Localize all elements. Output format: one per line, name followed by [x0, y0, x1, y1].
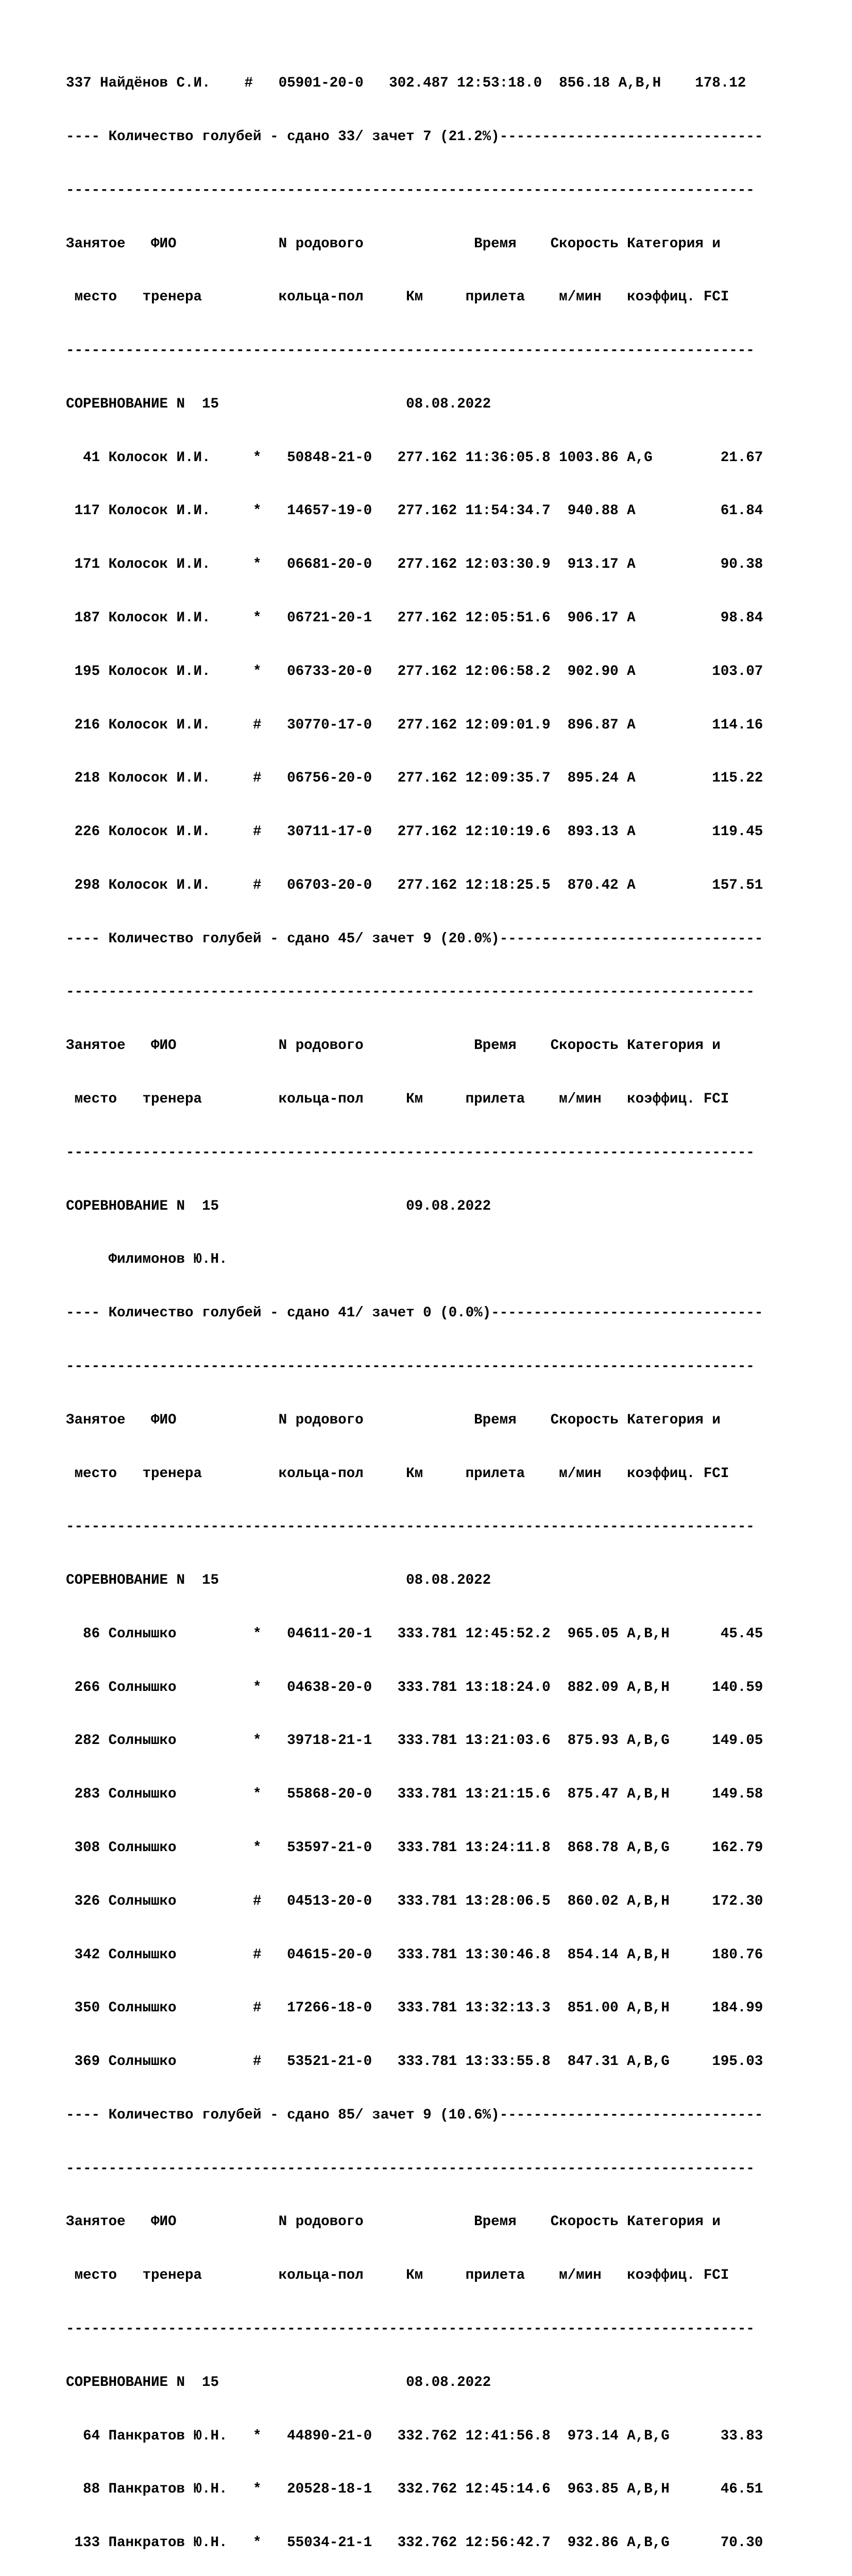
separator-line: ---------------------------------------------------------------------------------: [66, 2160, 755, 2177]
result-row: 64 Панкратов Ю.Н. * 44890-21-0 332.762 12:41:56.8 973.14 A,B,G 33.83: [66, 2428, 763, 2444]
result-row: Филимонов Ю.Н.: [66, 1251, 228, 1268]
column-header-line-1: Занятое ФИО N родового Время Скорость Категория и: [66, 1038, 721, 1054]
column-header-line-2: место тренера кольца-пол Км прилета м/мин коэффиц. FCI: [66, 1465, 729, 1482]
column-header-line-2: место тренера кольца-пол Км прилета м/мин коэффиц. FCI: [66, 1091, 729, 1108]
result-row: 226 Колосок И.И. # 30711-17-0 277.162 12:10:19.6 893.13 A 119.45: [66, 824, 763, 840]
section-title: СОРЕВНОВАНИЕ N 15 09.08.2022: [66, 1198, 491, 1214]
column-header-line-2: место тренера кольца-пол Км прилета м/мин коэффиц. FCI: [66, 2267, 729, 2284]
result-row: 326 Солнышко # 04513-20-0 333.781 13:28:06.5 860.02 A,B,H 172.30: [66, 1893, 763, 1909]
section-title: СОРЕВНОВАНИЕ N 15 08.08.2022: [66, 2374, 491, 2391]
result-row: 117 Колосок И.И. * 14657-19-0 277.162 11:54:34.7 940.88 A 61.84: [66, 503, 763, 519]
top-entry-row: 337 Найдёнов С.И. # 05901-20-0 302.487 12:53:18.0 856.18 A,B,H 178.12: [66, 75, 746, 92]
section-1-footer: ---- Количество голубей - сдано 33/ зачет 7 (21.2%)-------------------------------: [66, 128, 763, 145]
result-row: 86 Солнышко * 04611-20-1 333.781 12:45:52.2 965.05 A,B,H 45.45: [66, 1625, 763, 1642]
result-row: 350 Солнышко # 17266-18-0 333.781 13:32:13.3 851.00 A,B,H 184.99: [66, 2000, 763, 2016]
result-row: 308 Солнышко * 53597-21-0 333.781 13:24:11.8 868.78 A,B,G 162.79: [66, 1839, 763, 1856]
column-header-line-2: место тренера кольца-пол Км прилета м/мин коэффиц. FCI: [66, 289, 729, 306]
result-row: 187 Колосок И.И. * 06721-20-1 277.162 12:05:51.6 906.17 A 98.84: [66, 610, 763, 626]
separator-line: ---------------------------------------------------------------------------------: [66, 1519, 755, 1535]
section-footer: ---- Количество голубей - сдано 45/ зачет 9 (20.0%)-------------------------------: [66, 930, 763, 947]
column-header-line-1: Занятое ФИО N родового Время Скорость Категория и: [66, 2214, 721, 2230]
section-title: СОРЕВНОВАНИЕ N 15 08.08.2022: [66, 396, 491, 412]
result-row: 216 Колосок И.И. # 30770-17-0 277.162 12:09:01.9 896.87 A 114.16: [66, 717, 763, 733]
section-footer: ---- Количество голубей - сдано 85/ зачет 9 (10.6%)-------------------------------: [66, 2107, 763, 2123]
result-row: 369 Солнышко # 53521-21-0 333.781 13:33:55.8 847.31 A,B,G 195.03: [66, 2054, 763, 2070]
result-row: 171 Колосок И.И. * 06681-20-0 277.162 12:03:30.9 913.17 A 90.38: [66, 556, 763, 573]
results-document: [66, 39, 763, 2576]
separator-line: ---------------------------------------------------------------------------------: [66, 1144, 755, 1161]
separator-line: ---------------------------------------------------------------------------------: [66, 182, 755, 198]
result-row: 266 Солнышко * 04638-20-0 333.781 13:18:24.0 882.09 A,B,H 140.59: [66, 1679, 763, 1696]
separator-line: ---------------------------------------------------------------------------------: [66, 1358, 755, 1375]
result-row: 282 Солнышко * 39718-21-1 333.781 13:21:03.6 875.93 A,B,G 149.05: [66, 1733, 763, 1749]
result-row: 298 Колосок И.И. # 06703-20-0 277.162 12:18:25.5 870.42 A 157.51: [66, 877, 763, 893]
result-row: 218 Колосок И.И. # 06756-20-0 277.162 12:09:35.7 895.24 A 115.22: [66, 770, 763, 787]
separator-line: ---------------------------------------------------------------------------------: [66, 984, 755, 1001]
separator-line: ---------------------------------------------------------------------------------: [66, 343, 755, 359]
separator-line: ---------------------------------------------------------------------------------: [66, 2321, 755, 2337]
result-row: 342 Солнышко # 04615-20-0 333.781 13:30:46.8 854.14 A,B,H 180.76: [66, 1946, 763, 1963]
result-row: 283 Солнышко * 55868-20-0 333.781 13:21:15.6 875.47 A,B,H 149.58: [66, 1786, 763, 1803]
section-title: СОРЕВНОВАНИЕ N 15 08.08.2022: [66, 1572, 491, 1589]
result-row: 133 Панкратов Ю.Н. * 55034-21-1 332.762 12:56:42.7 932.86 A,B,G 70.30: [66, 2535, 763, 2551]
column-header-line-1: Занятое ФИО N родового Время Скорость Категория и: [66, 235, 721, 252]
result-row: 195 Колосок И.И. * 06733-20-0 277.162 12:06:58.2 902.90 A 103.07: [66, 663, 763, 680]
result-row: 41 Колосок И.И. * 50848-21-0 277.162 11:36:05.8 1003.86 A,G 21.67: [66, 449, 763, 466]
result-row: 88 Панкратов Ю.Н. * 20528-18-1 332.762 12:45:14.6 963.85 A,B,H 46.51: [66, 2481, 763, 2498]
column-header-line-1: Занятое ФИО N родового Время Скорость Категория и: [66, 1412, 721, 1428]
section-footer: ---- Количество голубей - сдано 41/ зачет 0 (0.0%)--------------------------------: [66, 1305, 763, 1321]
